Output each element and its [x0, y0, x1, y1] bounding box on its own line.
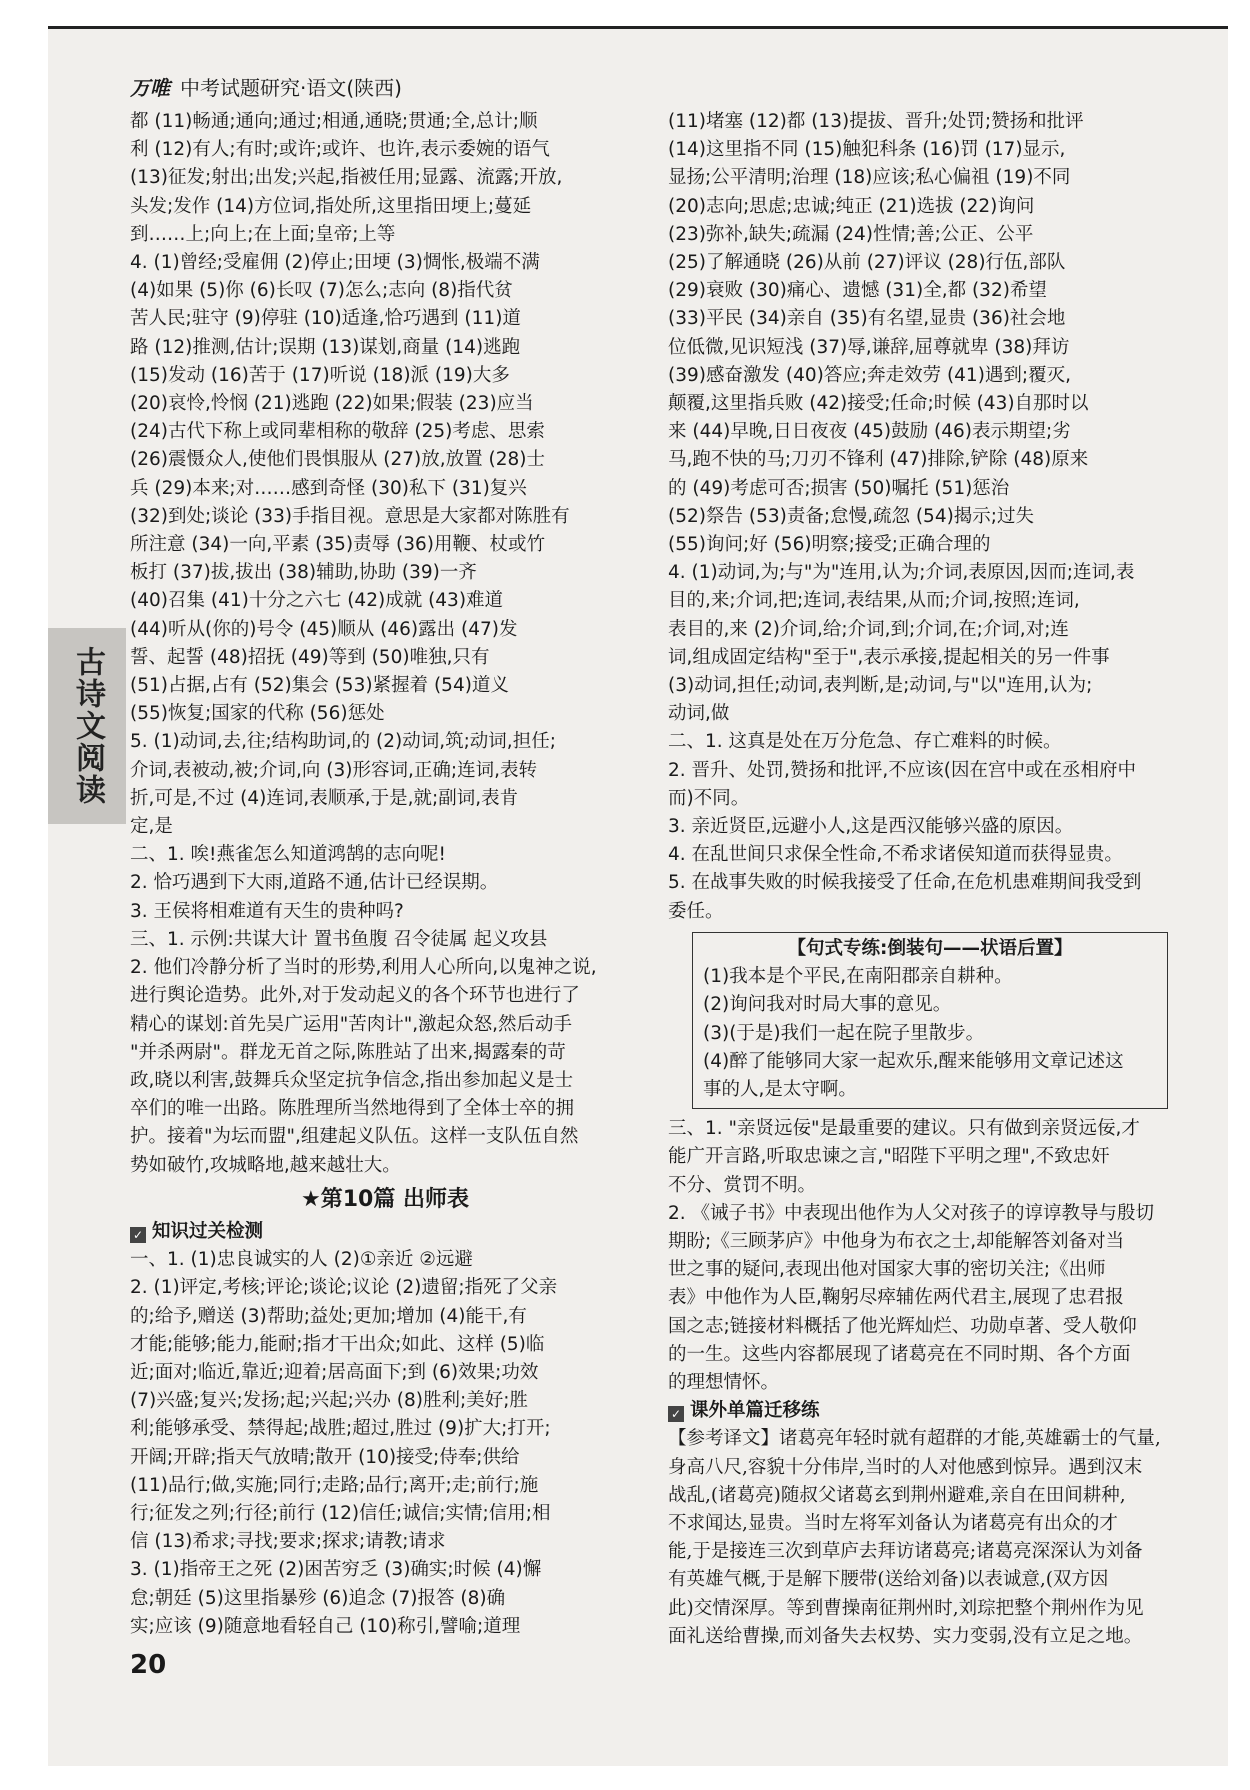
box-title: 【句式专练:倒装句——状语后置】 — [787, 937, 1073, 959]
answer-line: 才能;能够;能力,能耐;指才干出众;如此、这样 (5)临 — [130, 1333, 545, 1355]
answer-line: (39)感奋激发 (40)答应;奔走效劳 (41)遇到;覆灭, — [668, 364, 1072, 386]
book-title: 中考试题研究·语文(陕西) — [180, 76, 402, 100]
answer-line: 3. 王侯将相难道有天生的贵种吗? — [130, 900, 404, 922]
translation-line: 此)交情深厚。等到曹操南征荆州时,刘琮把整个荆州作为见 — [668, 1597, 1144, 1619]
answer-line: (26)震慑众人,使他们畏惧服从 (27)放,放置 (28)士 — [130, 449, 545, 471]
answer-line: 卒们的唯一出路。陈胜理所当然地得到了全体士卒的拥 — [130, 1098, 575, 1120]
answer-line: 二、1. 唉!燕雀怎么知道鸿鹄的志向呢! — [130, 844, 446, 866]
answer-line: 介词,表被动,被;介词,向 (3)形容词,正确;连词,表转 — [130, 759, 537, 781]
running-header — [130, 72, 402, 101]
answer-line: 信 (13)希求;寻找;要求;探求;请教;请求 — [130, 1531, 446, 1553]
answer-line: 显扬;公平清明;治理 (18)应该;私心偏祖 (19)不同 — [668, 167, 1071, 189]
answer-line: 2. 恰巧遇到下大雨,道路不通,估计已经误期。 — [130, 872, 499, 894]
answer-line: 所注意 (34)一向,平素 (35)责辱 (36)用鞭、杖或竹 — [130, 534, 545, 556]
answer-line: (13)征发;射出;出发;兴起,指被任用;显露、流露;开放, — [130, 167, 563, 189]
answer-line: 动词,做 — [668, 703, 730, 725]
answer-line: 5. (1)动词,去,往;结构助词,的 (2)动词,筑;动词,担任; — [130, 731, 556, 753]
answer-line: 国之志;链接材料概括了他光辉灿烂、功勋卓著、受人敬仰 — [668, 1315, 1137, 1337]
check-icon: ✓ — [668, 1406, 684, 1422]
answer-line: 4. 在乱世间只求保全性命,不希求诸侯知道而获得显贵。 — [668, 844, 1123, 866]
answer-line: (44)听从(你的)号令 (45)顺从 (46)露出 (47)发 — [130, 618, 518, 640]
answer-line: 2. 他们冷静分析了当时的形势,利用人心所向,以鬼神之说, — [130, 957, 597, 979]
answer-line: 精心的谋划:首先吴广运用"苦肉计",激起众怒,然后动手 — [130, 1013, 573, 1035]
answer-line: (14)这里指不同 (15)触犯科条 (16)罚 (17)显示, — [668, 139, 1066, 161]
answer-line: 2. (1)评定,考核;评论;谈论;议论 (2)遗留;指死了父亲 — [130, 1277, 558, 1299]
answer-line: 到……上;向上;在上面;皇帝;上等 — [130, 223, 396, 245]
answer-line: 头发;发作 (14)方位词,指处所,这里指田埂上;蔓延 — [130, 195, 532, 217]
translation-line: 战乱,(诸葛亮)随叔父诸葛玄到荆州避难,亲自在田间耕种, — [668, 1484, 1126, 1506]
box-line: (2)询问我对时局大事的意见。 — [703, 994, 952, 1016]
answer-line: 进行舆论造势。此外,对于发动起义的各个环节也进行了 — [130, 985, 580, 1007]
answer-line: (24)古代下称上或同辈相称的敬辞 (25)考虑、思索 — [130, 421, 545, 443]
answer-line: (40)召集 (41)十分之六七 (42)成就 (43)难道 — [130, 590, 504, 612]
answer-line: 而)不同。 — [668, 787, 750, 809]
translation-line: 面礼送给曹操,而刘备失去权势、实力变弱,没有立足之地。 — [668, 1625, 1143, 1647]
answer-line: 的理想情怀。 — [668, 1371, 780, 1393]
box-line: (1)我本是个平民,在南阳郡亲自耕种。 — [703, 966, 1013, 988]
translation-line: 【参考译文】诸葛亮年轻时就有超群的才能,英雄霸士的气量, — [668, 1428, 1161, 1450]
answer-line: 的一生。这些内容都展现了诸葛亮在不同时期、各个方面 — [668, 1343, 1131, 1365]
reference-translation — [668, 1425, 1168, 1651]
side-tab-label: 古诗文阅读 — [70, 646, 105, 806]
section-heading-knowledge-check — [130, 1218, 640, 1246]
answer-line: (25)了解通晓 (26)从前 (27)评议 (28)行伍,部队 — [668, 252, 1066, 274]
answer-line: 4. (1)动词,为;与"为"连用,认为;介词,表原因,因而;连词,表 — [668, 562, 1135, 584]
answer-line: 2. 《诫子书》中表现出他作为人父对孩子的谆谆教导与殷切 — [668, 1202, 1155, 1224]
answer-line: 3. 亲近贤臣,远避小人,这是西汉能够兴盛的原因。 — [668, 816, 1074, 838]
answer-line: (20)志向;思虑;忠诚;纯正 (21)选拔 (22)询问 — [668, 195, 1035, 217]
translation-line: 有英雄气概,于是解下腰带(送给刘备)以表诚意,(双方因 — [668, 1569, 1109, 1591]
answer-line: 一、1. (1)忠良诚实的人 (2)①亲近 ②远避 — [130, 1249, 473, 1271]
box-line: (4)醉了能够同大家一起欢乐,醒来能够用文章记述这 — [703, 1050, 1124, 1072]
answer-line: 誓、起誓 (48)招抚 (49)等到 (50)唯独,只有 — [130, 646, 490, 668]
answer-line: (32)到处;谈论 (33)手指目视。意思是大家都对陈胜有 — [130, 505, 570, 527]
answer-line: (7)兴盛;复兴;发扬;起;兴起;兴办 (8)胜利;美好;胜 — [130, 1390, 528, 1412]
answer-line: 折,可是,不过 (4)连词,表顺承,于是,就;副词,表肯 — [130, 787, 519, 809]
answer-line: 2. 晋升、处罚,赞扬和批评,不应该(因在宫中或在丞相府中 — [668, 759, 1137, 781]
answer-line: 能广开言路,听取忠谏之言,"昭陛下平明之理",不致忠奸 — [668, 1146, 1110, 1168]
answer-line: 5. 在战事失败的时候我接受了任命,在危机患难期间我受到 — [668, 872, 1142, 894]
answer-line: 表》中他作为人臣,鞠躬尽瘁辅佐两代君主,展现了忠君报 — [668, 1287, 1124, 1309]
answer-line: 兵 (29)本来;对……感到奇怪 (30)私下 (31)复兴 — [130, 477, 527, 499]
answer-line: 政,晓以利害,鼓舞兵众坚定抗争信念,指出参加起义是士 — [130, 1069, 574, 1091]
left-answer-block — [130, 108, 640, 1180]
answer-line: (20)哀怜,怜悯 (21)逃跑 (22)如果;假装 (23)应当 — [130, 393, 534, 415]
answer-line: 怠;朝廷 (5)这里指暴殄 (6)追念 (7)报答 (8)确 — [130, 1587, 506, 1609]
answer-line: (55)询问;好 (56)明察;接受;正确合理的 — [668, 534, 991, 556]
answer-line: (55)恢复;国家的代称 (56)惩处 — [130, 703, 385, 725]
sentence-practice-box — [692, 932, 1168, 1109]
answer-line: (3)动词,担任;动词,表判断,是;动词,与"以"连用,认为; — [668, 675, 1093, 697]
chapter-title: ★第10篇 出师表 — [301, 1186, 469, 1212]
left-column — [130, 108, 640, 1641]
translation-line: 身高八尺,容貌十分伟岸,当时的人对他感到惊异。遇到汉末 — [668, 1456, 1143, 1478]
answer-line: 三、1. 示例:共谋大计 置书鱼腹 召令徒属 起义攻县 — [130, 928, 548, 950]
translation-line: 不求闻达,显贵。当时左将军刘备认为诸葛亮有出众的才 — [668, 1512, 1118, 1534]
answer-line: 词,组成固定结构"至于",表示承接,提起相关的另一件事 — [668, 646, 1110, 668]
answer-line: 不分、赏罚不明。 — [668, 1174, 817, 1196]
answer-line: 护。接着"为坛而盟",组建起义队伍。这样一支队伍自然 — [130, 1126, 579, 1148]
answer-line: 期盼;《三顾茅庐》中他身为布衣之士,却能解答刘备对当 — [668, 1230, 1125, 1252]
answer-line: 来 (44)早晚,日日夜夜 (45)鼓励 (46)表示期望;劣 — [668, 421, 1071, 443]
right-column — [668, 108, 1168, 1651]
answer-line: 三、1. "亲贤远佞"是最重要的建议。只有做到亲贤远佞,才 — [668, 1118, 1140, 1140]
answer-line: "并杀两尉"。群龙无首之际,陈胜站了出来,揭露秦的苛 — [130, 1041, 566, 1063]
answer-line: (51)占据,占有 (52)集会 (53)紧握着 (54)道义 — [130, 675, 509, 697]
answer-line: (15)发动 (16)苦于 (17)听说 (18)派 (19)大多 — [130, 364, 510, 386]
answer-line: 委任。 — [668, 900, 724, 922]
answer-line: 板打 (37)拔,拔出 (38)辅助,协助 (39)一齐 — [130, 562, 477, 584]
brand-logo: 万唯 — [130, 76, 170, 100]
answer-line: 4. (1)曾经;受雇佣 (2)停止;田埂 (3)惆怅,极端不满 — [130, 252, 540, 274]
box-lines — [703, 963, 1157, 1104]
answer-line: (11)堵塞 (12)都 (13)提拔、晋升;处罚;赞扬和批评 — [668, 111, 1084, 132]
answer-line: 马,跑不快的马;刀刃不锋利 (47)排除,铲除 (48)原来 — [668, 449, 1089, 471]
section-side-tab — [48, 628, 126, 824]
answer-line: 定,是 — [130, 816, 173, 838]
answer-line: (52)祭告 (53)责备;怠慢,疏忽 (54)揭示;过失 — [668, 505, 1035, 527]
left-answer-block-2 — [130, 1246, 640, 1641]
section-heading-text: 课外单篇迁移练 — [690, 1400, 820, 1422]
answer-line: 近;面对;临近,靠近;迎着;居高面下;到 (6)效果;功效 — [130, 1361, 539, 1383]
answer-line: 行;征发之列;行径;前行 (12)信任;诚信;实情;信用;相 — [130, 1502, 551, 1524]
translation-line: 能,于是接连三次到草庐去拜访诸葛亮;诸葛亮深深认为刘备 — [668, 1541, 1143, 1563]
answer-line: 苦人民;驻守 (9)停驻 (10)适逢,恰巧遇到 (11)道 — [130, 308, 521, 330]
answer-line: 实;应该 (9)随意地看轻自己 (10)称引,譬喻;道理 — [130, 1615, 521, 1637]
answer-line: (33)平民 (34)亲自 (35)有名望,显贵 (36)社会地 — [668, 308, 1066, 330]
answer-line: (11)品行;做,实施;同行;走路;品行;离开;走;前行;施 — [130, 1474, 539, 1496]
right-answer-block-2 — [668, 1115, 1168, 1397]
answer-line: 颠覆,这里指兵败 (42)接受;任命;时候 (43)自那时以 — [668, 393, 1089, 415]
answer-line: 利;能够承受、禁得起;战胜;超过,胜过 (9)扩大;打开; — [130, 1418, 551, 1440]
section-heading-text: 知识过关检测 — [152, 1220, 264, 1242]
answer-line: 都 (11)畅通;通向;通过;相通,通晓;贯通;全,总计;顺 — [130, 111, 538, 132]
answer-line: 表目的,来 (2)介词,给;介词,到;介词,在;介词,对;连 — [668, 618, 1069, 640]
page-number: 20 — [130, 1650, 167, 1680]
answer-line: 的 (49)考虑可否;损害 (50)嘱托 (51)惩治 — [668, 477, 1010, 499]
answer-line: 的;给予,赠送 (3)帮助;益处;更加;增加 (4)能干,有 — [130, 1305, 527, 1327]
answer-line: (29)衰败 (30)痛心、遗憾 (31)全,都 (32)希望 — [668, 280, 1047, 302]
answer-line: 势如破竹,攻城略地,越来越壮大。 — [130, 1154, 401, 1176]
answer-line: 利 (12)有人;有时;或许;或许、也许,表示委婉的语气 — [130, 139, 550, 161]
box-line: 事的人,是太守啊。 — [703, 1078, 857, 1100]
answer-line: 3. (1)指帝王之死 (2)困苦穷乏 (3)确实;时候 (4)懈 — [130, 1559, 542, 1581]
right-answer-block — [668, 108, 1168, 926]
answer-line: 位低微,见识短浅 (37)辱,谦辞,屈尊就卑 (38)拜访 — [668, 336, 1070, 358]
box-line: (3)(于是)我们一起在院子里散步。 — [703, 1022, 985, 1044]
answer-line: 世之事的疑问,表现出他对国家大事的密切关注;《出师 — [668, 1259, 1106, 1281]
answer-line: 目的,来;介词,把;连词,表结果,从而;介词,按照;连词, — [668, 590, 1080, 612]
header-rule — [48, 26, 1228, 29]
section-heading-transfer — [668, 1397, 1168, 1425]
answer-line: 路 (12)推测,估计;误期 (13)谋划,商量 (14)逃跑 — [130, 336, 521, 358]
answer-line: 二、1. 这真是处在万分危急、存亡难料的时候。 — [668, 731, 1062, 753]
answer-line: 开阔;开辟;指天气放晴;散开 (10)接受;侍奉;供给 — [130, 1446, 520, 1468]
answer-line: (23)弥补,缺失;疏漏 (24)性情;善;公正、公平 — [668, 223, 1034, 245]
answer-line: (4)如果 (5)你 (6)长叹 (7)怎么;志向 (8)指代贫 — [130, 280, 513, 302]
check-icon: ✓ — [130, 1227, 146, 1243]
